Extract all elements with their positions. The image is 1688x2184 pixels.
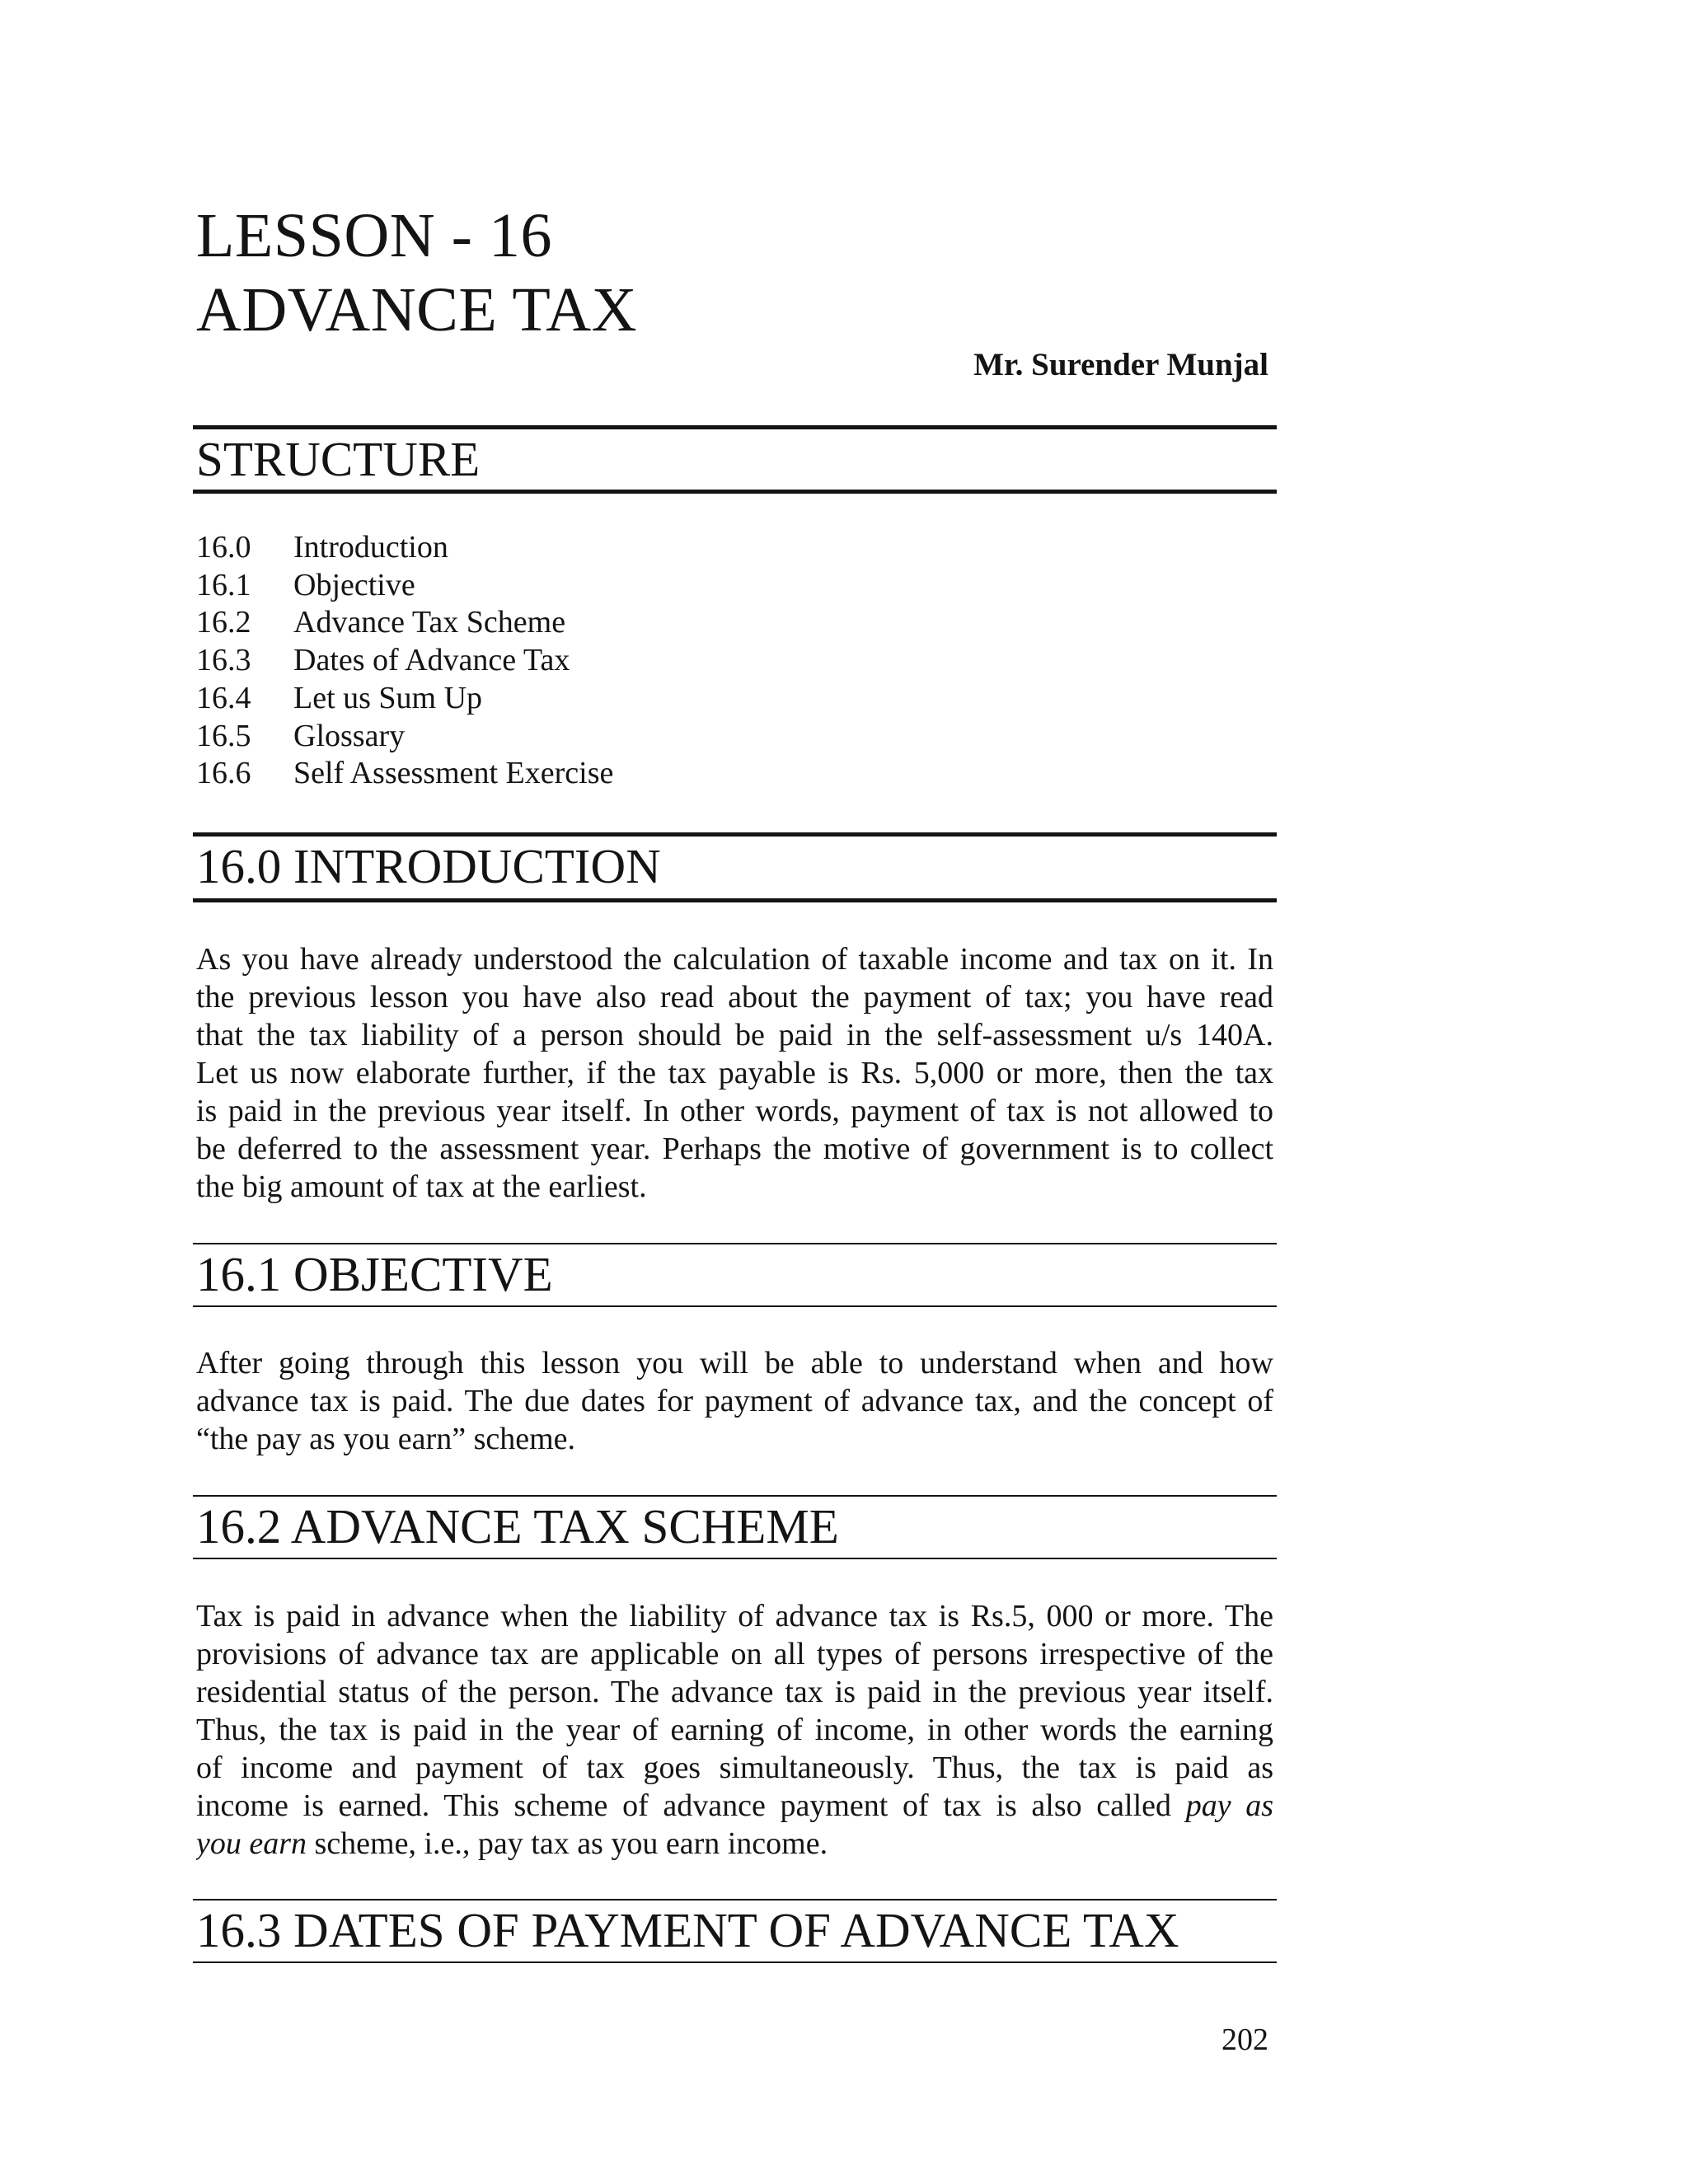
scheme-paragraph (196, 1597, 1273, 1863)
section-rule-bottom (193, 490, 1277, 494)
paragraph-line: provisions of advance tax are applicable on all types of persons irrespective of the (196, 1637, 1273, 1671)
introduction-heading: 16.0 INTRODUCTION (196, 839, 661, 893)
objective-paragraph (196, 1344, 1273, 1458)
section-rule-top (193, 832, 1277, 837)
paragraph-line: advance tax is paid. The due dates for payment of advance tax, and the concept of (196, 1384, 1273, 1418)
dates-heading: 16.3 DATES OF PAYMENT OF ADVANCE TAX (196, 1903, 1179, 1957)
lesson-title: ADVANCE TAX (196, 275, 637, 344)
author-name: Mr. Surender Munjal (973, 347, 1268, 382)
structure-item-label: Let us Sum Up (293, 680, 483, 715)
structure-item-number: 16.2 (196, 605, 251, 640)
paragraph-line: Tax is paid in advance when the liability of advance tax is Rs.5, 000 or more. The (196, 1599, 1273, 1633)
paragraph-line: Thus, the tax is paid in the year of earning of income, in other words the earning (196, 1713, 1273, 1747)
structure-item (196, 680, 613, 718)
scheme-emphasis: you earn (196, 1826, 307, 1861)
structure-list (196, 529, 613, 793)
structure-item (196, 567, 613, 605)
structure-item-number: 16.1 (196, 567, 251, 602)
structure-item-label: Glossary (293, 718, 406, 753)
section-rule-bottom (193, 1305, 1277, 1307)
structure-item (196, 755, 613, 793)
scheme-heading: 16.2 ADVANCE TAX SCHEME (196, 1499, 839, 1554)
structure-heading: STRUCTURE (196, 432, 481, 486)
structure-item-label: Advance Tax Scheme (293, 605, 566, 640)
paragraph-line: After going through this lesson you will be able to understand when and how (196, 1346, 1273, 1380)
structure-item-label: Objective (293, 567, 415, 602)
lesson-number: LESSON - 16 (196, 201, 552, 270)
page-number: 202 (1221, 2022, 1268, 2057)
scheme-line-text: income is earned. This scheme of advance payment of tax is also called (196, 1788, 1172, 1823)
section-rule-top (193, 1243, 1277, 1244)
paragraph-line: the previous lesson you have also read about the payment of tax; you have read (196, 980, 1273, 1015)
structure-item-number: 16.3 (196, 643, 251, 678)
paragraph-line: of income and payment of tax goes simultaneously. Thus, the tax is paid as (196, 1750, 1273, 1785)
section-rule-top (193, 1495, 1277, 1497)
paragraph-line: “the pay as you earn” scheme. (196, 1422, 576, 1456)
objective-heading: 16.1 OBJECTIVE (196, 1247, 553, 1301)
paragraph-line (196, 1825, 1273, 1863)
paragraph-line: be deferred to the assessment year. Perhaps the motive of government is to collect (196, 1132, 1273, 1166)
structure-item (196, 529, 613, 567)
scheme-line-text: scheme, i.e., pay tax as you earn income. (314, 1826, 828, 1861)
paragraph-line: the big amount of tax at the earliest. (196, 1169, 647, 1204)
structure-item (196, 642, 613, 680)
scheme-emphasis: pay as (1185, 1788, 1273, 1823)
paragraph-line (196, 1787, 1273, 1825)
structure-item-label: Introduction (293, 530, 448, 565)
structure-item-label: Self Assessment Exercise (293, 756, 614, 791)
structure-item-number: 16.6 (196, 756, 251, 791)
paragraph-line: is paid in the previous year itself. In other words, payment of tax is not allowed to (196, 1094, 1273, 1128)
section-rule-top (193, 425, 1277, 429)
paragraph-line: Let us now elaborate further, if the tax payable is Rs. 5,000 or more, then the tax (196, 1056, 1273, 1090)
structure-item-number: 16.0 (196, 530, 251, 565)
structure-item-number: 16.5 (196, 718, 251, 753)
introduction-paragraph (196, 940, 1273, 1206)
section-rule-bottom (193, 1558, 1277, 1559)
section-rule-top (193, 1899, 1277, 1900)
structure-item-number: 16.4 (196, 680, 251, 715)
structure-item-label: Dates of Advance Tax (293, 643, 570, 678)
section-rule-bottom (193, 1961, 1277, 1963)
structure-item (196, 604, 613, 642)
paragraph-line: As you have already understood the calculation of taxable income and tax on it. In (196, 942, 1273, 977)
paragraph-line: that the tax liability of a person should be paid in the self-assessment u/s 140A. (196, 1018, 1273, 1052)
section-rule-bottom (193, 898, 1277, 902)
paragraph-line: residential status of the person. The advance tax is paid in the previous year itself. (196, 1675, 1273, 1709)
structure-item (196, 718, 613, 756)
